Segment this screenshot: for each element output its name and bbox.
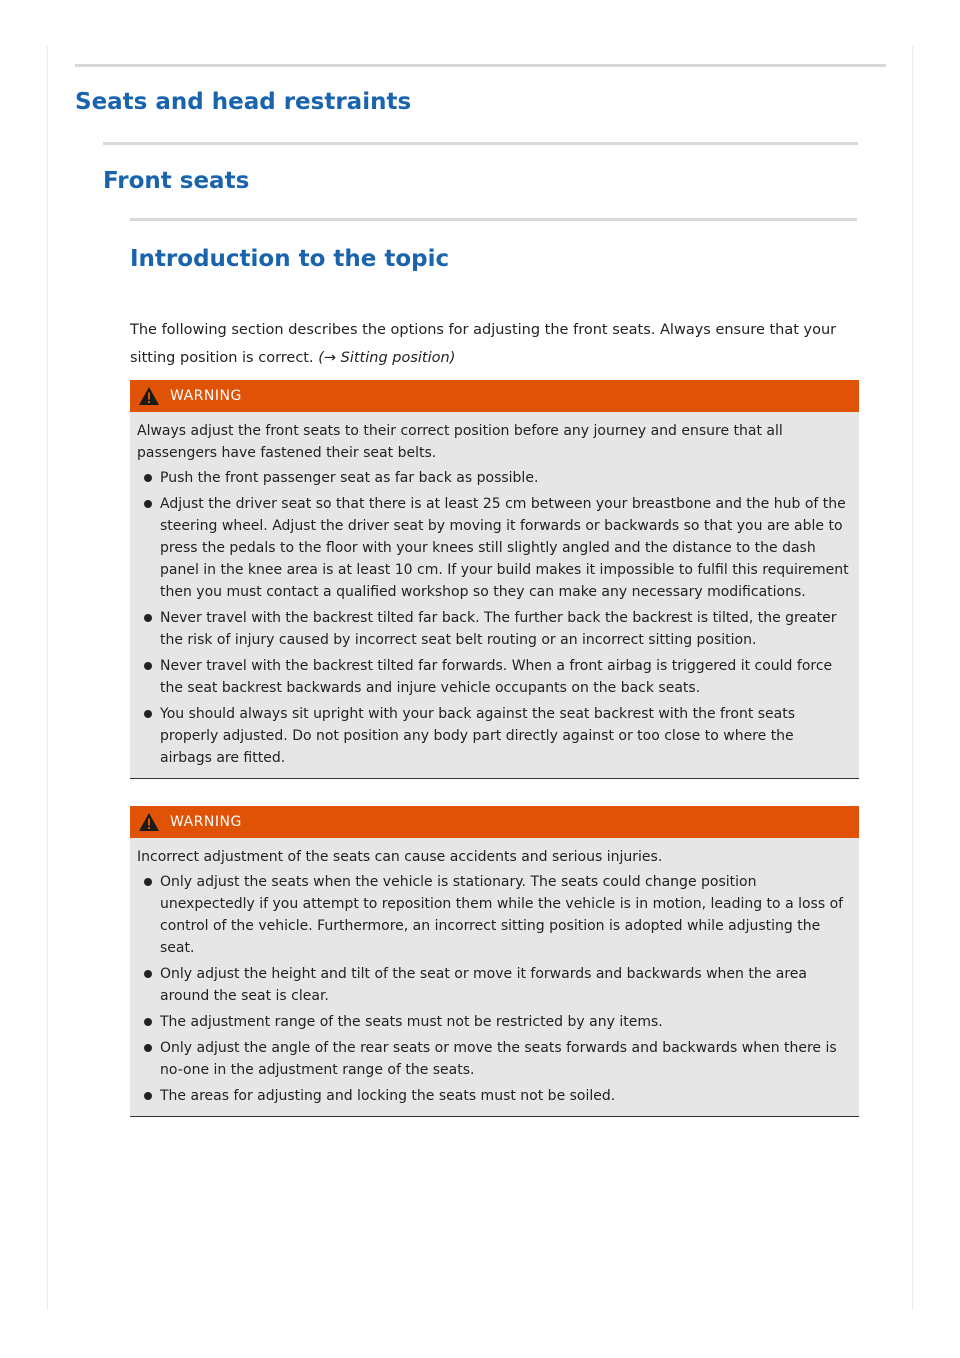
warning-item: Never travel with the backrest tilted far forwards. When a front airbag is triggered it could force the seat backrest backwards and injure vehicle occupants on the back seats. [137, 655, 849, 699]
top-divider [75, 64, 886, 67]
warning-item: Only adjust the seats when the vehicle is stationary. The seats could change position unexpectedly if you attempt to reposition them while the vehicle is in motion, leading to a loss of control of the vehicle. Furthermore, an incorrect sitting position is adopted while adjusting the seat. [137, 871, 849, 959]
warning-lead: Incorrect adjustment of the seats can cause accidents and serious injuries. [137, 849, 663, 865]
warning-box-1 [130, 380, 859, 779]
warning-item: You should always sit upright with your back against the seat backrest with the front seats properly adjusted. Do not position any body part directly against or too close to where the airbags are fitted. [137, 703, 849, 769]
warning-triangle-icon [138, 386, 160, 406]
page-frame-left [47, 46, 48, 1310]
warning-title: WARNING [170, 814, 242, 830]
intro-text: The following section describes the options for adjusting the front seats. Always ensure that your sitting position is correct. [130, 322, 837, 366]
sitting-position-link[interactable]: (→ Sitting position) [318, 350, 456, 366]
warning-item: Only adjust the height and tilt of the seat or move it forwards and backwards when the area around the seat is clear. [137, 963, 849, 1007]
intro-paragraph [130, 316, 860, 372]
warning-item: The areas for adjusting and locking the seats must not be soiled. [137, 1085, 849, 1107]
warning-header [130, 380, 859, 412]
warning-item: Adjust the driver seat so that there is at least 25 cm between your breastbone and the hub of the steering wheel. Adjust the driver seat by moving it forwards or backwards so that you are able to press the pedals to the floor with your knees still slightly angled and the distance to the dash panel in the knee area is at least 10 cm. If your build makes it impossible to fulfil this requirement then you must contact a qualified workshop so they can make any necessary modifications. [137, 493, 849, 603]
section-divider [103, 142, 858, 145]
section-title: Seats and head restraints [75, 89, 412, 115]
warning-list [137, 871, 849, 1107]
page-frame-right [912, 46, 913, 1310]
warning-header [130, 806, 859, 838]
warning-title: WARNING [170, 388, 242, 404]
warning-triangle-icon [138, 812, 160, 832]
subsection-divider [130, 218, 857, 221]
warning-item: Push the front passenger seat as far back as possible. [137, 467, 849, 489]
warning-lead: Always adjust the front seats to their correct position before any journey and ensure that all passengers have fastened their seat belts. [137, 423, 783, 461]
warning-list [137, 467, 849, 769]
warning-item: The adjustment range of the seats must not be restricted by any items. [137, 1011, 849, 1033]
warning-item: Never travel with the backrest tilted far back. The further back the backrest is tilted, the greater the risk of injury caused by incorrect seat belt routing or an incorrect sitting position. [137, 607, 849, 651]
topic-title: Introduction to the topic [130, 246, 450, 272]
warning-box-2 [130, 806, 859, 1117]
warning-item: Only adjust the angle of the rear seats or move the seats forwards and backwards when there is no-one in the adjustment range of the seats. [137, 1037, 849, 1081]
subsection-title: Front seats [103, 168, 250, 194]
